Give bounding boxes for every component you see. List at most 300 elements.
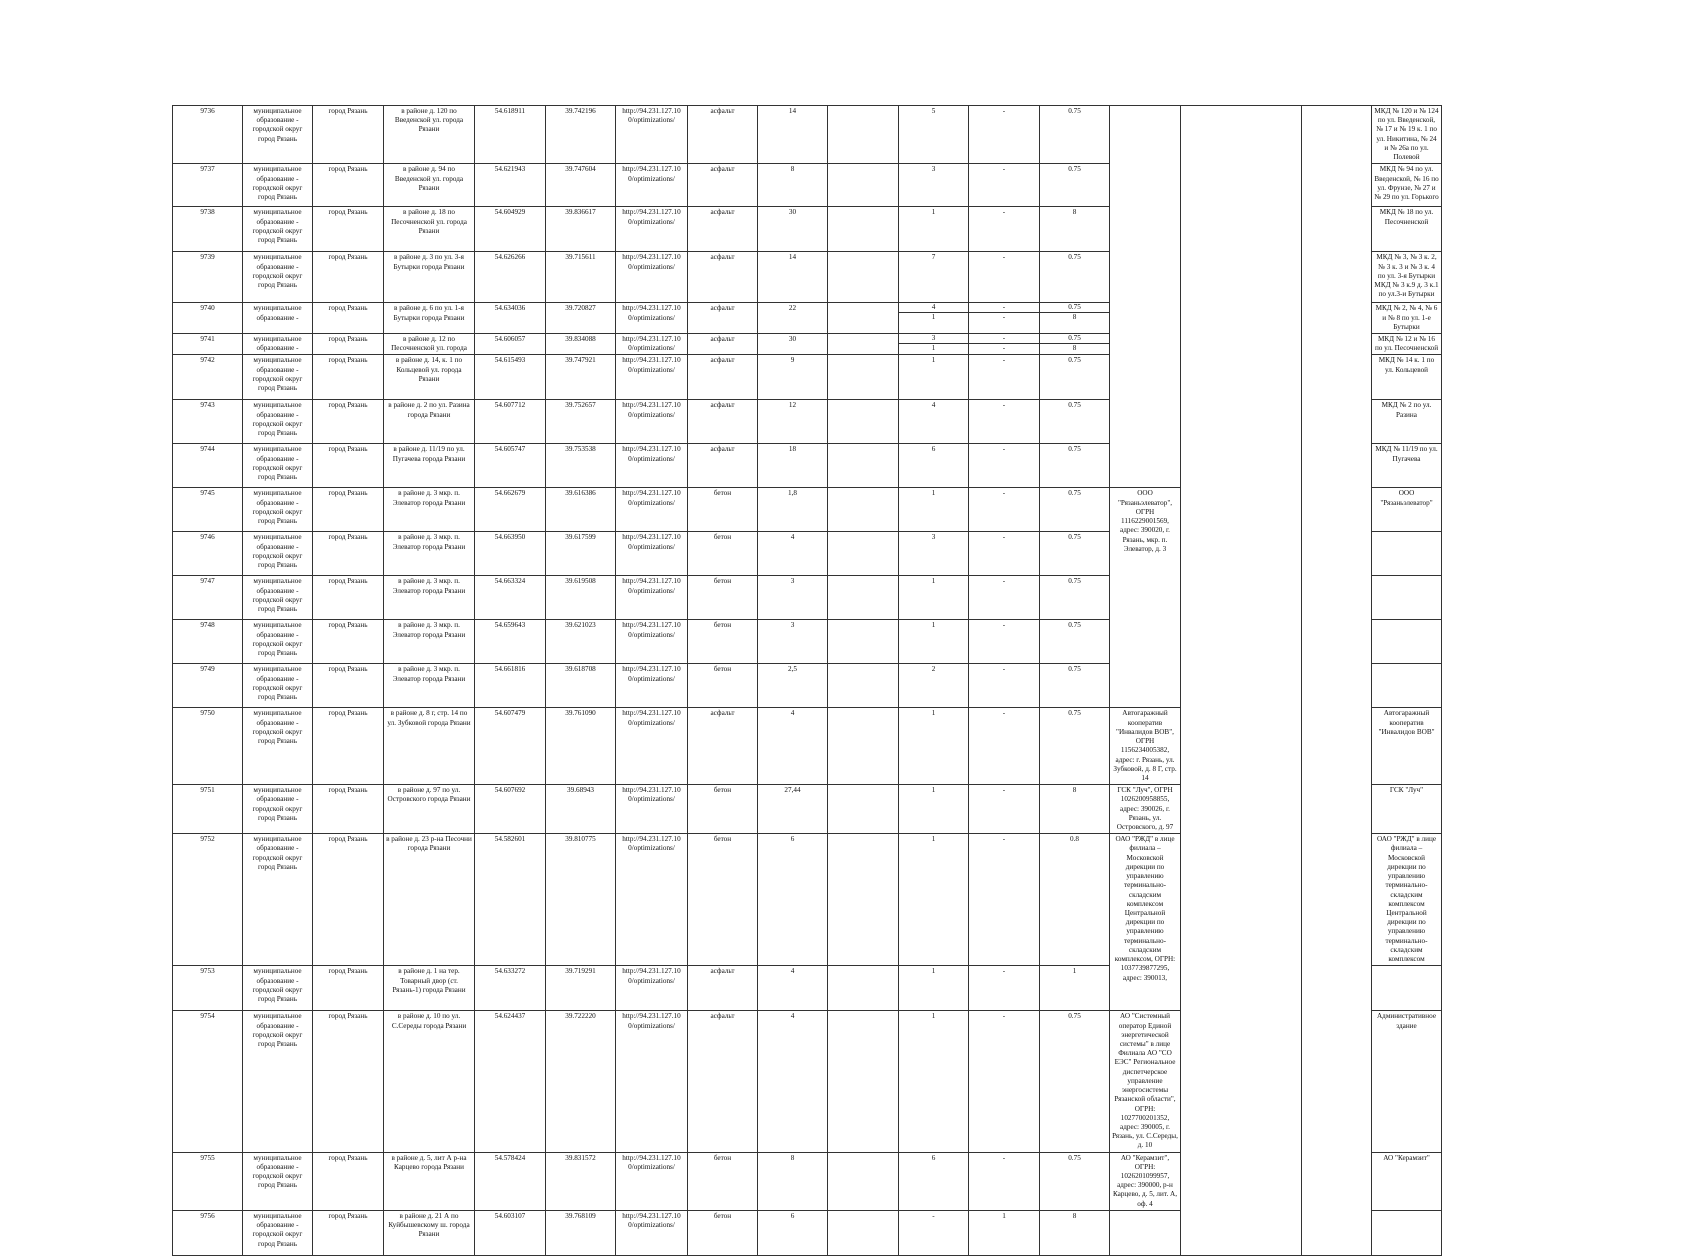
cell-surface: асфальт (688, 164, 758, 207)
cell-num: 9752 (173, 834, 243, 966)
cell-c14: - (969, 400, 1040, 444)
cell-city: город Рязань (313, 1210, 384, 1255)
cell-address: в районе д. 8 г, стр. 14 по ул. Зубковой города Рязани (384, 708, 475, 785)
cell-c14: - (969, 444, 1040, 488)
cell-city: город Рязань (313, 106, 384, 164)
cell-lat: 54.626266 (475, 252, 546, 303)
cell-address: в районе д. 18 по Песочненской ул. города Рязани (384, 207, 475, 252)
cell-source: Автогаражный кооператив "Инвалидов ВОВ" (1372, 708, 1442, 785)
cell-c13: 3 (899, 164, 969, 207)
cell-c15 (1040, 333, 1110, 354)
cell-lat: 54.578424 (475, 1152, 546, 1210)
cell-num: 9746 (173, 532, 243, 576)
cell-area: 6 (758, 834, 828, 966)
cell-c12 (828, 576, 899, 620)
cell-org: муниципальное образование - городской округ город Рязань (243, 1210, 313, 1255)
cell-address: в районе д. 12 по Песочненской ул. города (384, 333, 475, 354)
cell-lat: 54.662679 (475, 488, 546, 532)
registry-rows (173, 106, 1540, 1256)
cell-url: http://94.231.127.10 0/optimizations/ (616, 966, 688, 1011)
cell-url: http://94.231.127.10 0/optimizations/ (616, 834, 688, 966)
cell-lat: 54.621943 (475, 164, 546, 207)
cell-city: город Рязань (313, 164, 384, 207)
cell-source: ООО "Рязаньэлеватор" (1372, 488, 1442, 532)
cell-source (1372, 664, 1442, 708)
cell-org: муниципальное образование - городской округ город Рязань (243, 444, 313, 488)
cell-c15: 0.75 (1040, 708, 1110, 785)
cell-city: город Рязань (313, 664, 384, 708)
cell-c12 (828, 966, 899, 1011)
cell-lon: 39.742196 (546, 106, 616, 164)
cell-address: в районе д. 120 по Введенской ул. города Рязани (384, 106, 475, 164)
cell-url: http://94.231.127.10 0/optimizations/ (616, 303, 688, 334)
cell-city: город Рязань (313, 400, 384, 444)
cell-address: в районе д. 10 по ул. С.Середы города Рязани (384, 1011, 475, 1152)
cell-url: http://94.231.127.10 0/optimizations/ (616, 333, 688, 354)
cell-url: http://94.231.127.10 0/optimizations/ (616, 664, 688, 708)
cell-area: 6 (758, 1210, 828, 1255)
cell-c13: 1 (899, 966, 969, 1011)
cell-area: 4 (758, 1011, 828, 1152)
cell-c12 (828, 164, 899, 207)
cell-c15-line-2: 8 (1072, 313, 1077, 322)
cell-num: 9742 (173, 355, 243, 400)
cell-c15: 0.75 (1040, 664, 1110, 708)
cell-num: 9741 (173, 333, 243, 354)
cell-c15: 0.75 (1040, 106, 1110, 164)
cell-org: муниципальное образование - городской округ город Рязань (243, 785, 313, 834)
cell-c18 (1302, 106, 1372, 1256)
cell-area: 1,8 (758, 488, 828, 532)
cell-city: город Рязань (313, 708, 384, 785)
cell-num: 9736 (173, 106, 243, 164)
cell-c14: - (969, 966, 1040, 1011)
cell-lon: 39.619508 (546, 576, 616, 620)
cell-num: 9740 (173, 303, 243, 334)
cell-c15-line-1: 0.75 (1040, 303, 1109, 313)
cell-surface: асфальт (688, 252, 758, 303)
cell-c14: - (969, 576, 1040, 620)
cell-area: 4 (758, 966, 828, 1011)
cell-surface: асфальт (688, 355, 758, 400)
cell-owner: ООО "Рязаньэлеватор", ОГРН 1116229001569, адрес: 390020, г. Рязань, мкр. п. Элеватор, д. 3 (1110, 488, 1181, 708)
cell-url: http://94.231.127.10 0/optimizations/ (616, 106, 688, 164)
cell-area: 27,44 (758, 785, 828, 834)
cell-c14 (969, 303, 1040, 334)
cell-area: 9 (758, 355, 828, 400)
cell-c14: - (969, 708, 1040, 785)
cell-c13: 1 (899, 708, 969, 785)
cell-c12 (828, 1210, 899, 1255)
cell-c12 (828, 532, 899, 576)
cell-num: 9743 (173, 400, 243, 444)
cell-num: 9744 (173, 444, 243, 488)
cell-c13: 6 (899, 1152, 969, 1210)
cell-org: муниципальное образование - городской округ город Рязань (243, 1152, 313, 1210)
cell-lon: 39.618708 (546, 664, 616, 708)
cell-surface: асфальт (688, 106, 758, 164)
cell-url: http://94.231.127.10 0/optimizations/ (616, 708, 688, 785)
cell-city: город Рязань (313, 1011, 384, 1152)
cell-c15: 0.75 (1040, 164, 1110, 207)
cell-area: 8 (758, 1152, 828, 1210)
cell-lon: 39.621023 (546, 620, 616, 664)
cell-city: город Рязань (313, 620, 384, 664)
cell-lat: 54.624437 (475, 1011, 546, 1152)
cell-source: МКД № 94 по ул. Введенской, № 16 по ул. Фрунзе, № 27 и № 29 по ул. Горького (1372, 164, 1442, 207)
cell-lon: 39.68943 (546, 785, 616, 834)
cell-org: муниципальное образование - городской округ город Рязань (243, 834, 313, 966)
cell-address: в районе д. 3 мкр. п. Элеватор города Рязани (384, 576, 475, 620)
cell-c14: - (969, 488, 1040, 532)
cell-c12 (828, 620, 899, 664)
cell-lat: 54.582601 (475, 834, 546, 966)
cell-c14: - (969, 1152, 1040, 1210)
cell-c15: 1 (1040, 966, 1110, 1011)
cell-lat: 54.606057 (475, 333, 546, 354)
cell-c15: 0.75 (1040, 355, 1110, 400)
cell-c13: 7 (899, 252, 969, 303)
cell-surface: бетон (688, 834, 758, 966)
cell-c13: 1 (899, 488, 969, 532)
cell-lat: 54.607692 (475, 785, 546, 834)
cell-c13: 6 (899, 444, 969, 488)
cell-org: муниципальное образование - городской округ город Рязань (243, 488, 313, 532)
cell-org: муниципальное образование - (243, 303, 313, 334)
cell-surface: асфальт (688, 708, 758, 785)
cell-c15 (1040, 303, 1110, 334)
cell-c12 (828, 708, 899, 785)
cell-c12 (828, 400, 899, 444)
cell-source: Административное здание (1372, 1011, 1442, 1152)
cell-url: http://94.231.127.10 0/optimizations/ (616, 488, 688, 532)
cell-surface: асфальт (688, 207, 758, 252)
cell-surface: асфальт (688, 1011, 758, 1152)
cell-source (1372, 966, 1442, 1011)
cell-org: муниципальное образование - городской округ город Рязань (243, 164, 313, 207)
cell-c13-line-2: 1 (931, 313, 936, 322)
cell-lon: 39.616386 (546, 488, 616, 532)
cell-city: город Рязань (313, 966, 384, 1011)
cell-c13: 4 (899, 400, 969, 444)
cell-source: АО "Керамзит" (1372, 1152, 1442, 1210)
cell-c14: 1 (969, 1210, 1040, 1255)
cell-c14: - (969, 164, 1040, 207)
cell-c13: 1 (899, 207, 969, 252)
cell-address: в районе д. 94 по Введенской ул. города Рязани (384, 164, 475, 207)
cell-c14-line-2: - (1002, 313, 1006, 322)
cell-surface: бетон (688, 1152, 758, 1210)
cell-c14: - (969, 834, 1040, 966)
cell-city: город Рязань (313, 488, 384, 532)
cell-source: МКД № 2 по ул. Разина (1372, 400, 1442, 444)
cell-org: муниципальное образование - городской округ город Рязань (243, 620, 313, 664)
cell-surface: асфальт (688, 966, 758, 1011)
cell-url: http://94.231.127.10 0/optimizations/ (616, 252, 688, 303)
cell-num: 9748 (173, 620, 243, 664)
cell-c14: - (969, 620, 1040, 664)
cell-url: http://94.231.127.10 0/optimizations/ (616, 576, 688, 620)
cell-source: МКД № 12 и № 16 по ул. Песочненской (1372, 333, 1442, 354)
cell-lat: 54.661816 (475, 664, 546, 708)
cell-num: 9753 (173, 966, 243, 1011)
cell-c12 (828, 333, 899, 354)
cell-num: 9754 (173, 1011, 243, 1152)
cell-c12 (828, 444, 899, 488)
cell-c13: 5 (899, 106, 969, 164)
cell-url: http://94.231.127.10 0/optimizations/ (616, 355, 688, 400)
cell-lon: 39.761090 (546, 708, 616, 785)
cell-c13: - (899, 1210, 969, 1255)
cell-url: http://94.231.127.10 0/optimizations/ (616, 532, 688, 576)
cell-address: в районе д. 97 по ул. Островского города Рязани (384, 785, 475, 834)
cell-c15: 8 (1040, 785, 1110, 834)
cell-url: http://94.231.127.10 0/optimizations/ (616, 444, 688, 488)
cell-lon: 39.753538 (546, 444, 616, 488)
cell-area: 18 (758, 444, 828, 488)
cell-lat: 54.618911 (475, 106, 546, 164)
cell-surface: бетон (688, 488, 758, 532)
cell-city: город Рязань (313, 1152, 384, 1210)
cell-lat: 54.663950 (475, 532, 546, 576)
cell-c15: 0.75 (1040, 620, 1110, 664)
cell-area: 14 (758, 252, 828, 303)
cell-lon: 39.752657 (546, 400, 616, 444)
cell-c13: 1 (899, 620, 969, 664)
cell-surface: асфальт (688, 303, 758, 334)
cell-surface: асфальт (688, 400, 758, 444)
cell-c14: - (969, 355, 1040, 400)
cell-lat: 54.607479 (475, 708, 546, 785)
cell-source: МКД № 14 к. 1 по ул. Кольцевой (1372, 355, 1442, 400)
cell-surface: бетон (688, 532, 758, 576)
cell-num: 9755 (173, 1152, 243, 1210)
cell-lon: 39.810775 (546, 834, 616, 966)
cell-owner: АО "Системный оператор Единой энергетической системы" в лице Филиала АО "СО ЕЭС" Региональное диспетчерское управление энергосистемы Рязанской области", ОГРН: 1027700201352, адрес: 390005, г. Рязань, ул. С.Середы, д. 10 (1110, 1011, 1181, 1152)
cell-org: муниципальное образование - городской округ город Рязань (243, 708, 313, 785)
cell-c13: 3 (899, 532, 969, 576)
cell-city: город Рязань (313, 785, 384, 834)
cell-c15: 0.75 (1040, 252, 1110, 303)
cell-c13: 1 (899, 355, 969, 400)
cell-url: http://94.231.127.10 0/optimizations/ (616, 1011, 688, 1152)
cell-org: муниципальное образование - городской округ город Рязань (243, 400, 313, 444)
cell-c12 (828, 488, 899, 532)
cell-source (1372, 620, 1442, 664)
cell-c14: - (969, 785, 1040, 834)
cell-lat: 54.604929 (475, 207, 546, 252)
cell-city: город Рязань (313, 355, 384, 400)
cell-c15: 8 (1040, 207, 1110, 252)
cell-surface: асфальт (688, 333, 758, 354)
cell-c15: 0.75 (1040, 576, 1110, 620)
cell-org: муниципальное образование - городской округ город Рязань (243, 106, 313, 164)
cell-lat: 54.605747 (475, 444, 546, 488)
cell-area: 4 (758, 532, 828, 576)
cell-url: http://94.231.127.10 0/optimizations/ (616, 207, 688, 252)
cell-num: 9737 (173, 164, 243, 207)
cell-c13-line-1: 3 (899, 334, 968, 344)
cell-c13-line-2: 1 (931, 343, 936, 352)
cell-surface: бетон (688, 576, 758, 620)
cell-c15: 0.75 (1040, 532, 1110, 576)
cell-lat: 54.633272 (475, 966, 546, 1011)
cell-source (1372, 1210, 1442, 1255)
cell-c12 (828, 303, 899, 334)
cell-c14: - (969, 1011, 1040, 1152)
cell-owner: Автогаражный кооператив "Инвалидов ВОВ", ОГРН 1156234005382, адрес: г. Рязань, ул. Зубковой, д. 8 Г, стр. 14 (1110, 708, 1181, 785)
cell-c17 (1181, 106, 1302, 1256)
cell-c14: - (969, 106, 1040, 164)
cell-address: в районе д. 3 мкр. п. Элеватор города Рязани (384, 488, 475, 532)
cell-lon: 39.722220 (546, 1011, 616, 1152)
cell-lon: 39.715611 (546, 252, 616, 303)
cell-city: город Рязань (313, 333, 384, 354)
cell-c12 (828, 207, 899, 252)
cell-c15: 8 (1040, 1210, 1110, 1255)
cell-area: 30 (758, 207, 828, 252)
registry-table (172, 105, 1540, 1256)
cell-city: город Рязань (313, 207, 384, 252)
cell-city: город Рязань (313, 576, 384, 620)
cell-surface: бетон (688, 664, 758, 708)
cell-lon: 39.617599 (546, 532, 616, 576)
cell-address: в районе д. 11/19 по ул. Пугачева города Рязани (384, 444, 475, 488)
cell-num: 9751 (173, 785, 243, 834)
cell-source: МКД № 120 и № 124 по ул. Введенской, № 17 и № 19 к. 1 по ул. Никитина, № 24 и № 26а по ул. Полевой (1372, 106, 1442, 164)
cell-city: город Рязань (313, 252, 384, 303)
cell-lon: 39.747604 (546, 164, 616, 207)
cell-c13 (899, 303, 969, 334)
cell-area: 14 (758, 106, 828, 164)
cell-org: муниципальное образование - городской округ город Рязань (243, 252, 313, 303)
cell-c15-line-2: 8 (1072, 343, 1077, 352)
cell-surface: бетон (688, 620, 758, 664)
cell-org: муниципальное образование - городской округ город Рязань (243, 664, 313, 708)
cell-surface: асфальт (688, 444, 758, 488)
cell-surface: бетон (688, 785, 758, 834)
cell-url: http://94.231.127.10 0/optimizations/ (616, 785, 688, 834)
cell-c14: - (969, 252, 1040, 303)
cell-lon: 39.836617 (546, 207, 616, 252)
cell-address: в районе д. 23 р-на Песочни города Рязани (384, 834, 475, 966)
cell-address: в районе д. 1 на тер. Товарный двор (ст. Рязань-1) города Рязани (384, 966, 475, 1011)
cell-source: МКД № 11/19 по ул. Пугачева (1372, 444, 1442, 488)
cell-area: 12 (758, 400, 828, 444)
cell-address: в районе д. 6 по ул. 1-я Бутырки города Рязани (384, 303, 475, 334)
cell-c14-line-2: - (1002, 343, 1006, 352)
cell-address: в районе д. 3 по ул. 3-я Бутырки города Рязани (384, 252, 475, 303)
cell-num: 9750 (173, 708, 243, 785)
cell-c12 (828, 252, 899, 303)
cell-num: 9747 (173, 576, 243, 620)
cell-c12 (828, 785, 899, 834)
cell-c14-line-1: - (969, 334, 1039, 344)
cell-num: 9749 (173, 664, 243, 708)
cell-num: 9756 (173, 1210, 243, 1255)
cell-c12 (828, 1152, 899, 1210)
cell-lat: 54.607712 (475, 400, 546, 444)
cell-owner: ГСК "Луч", ОГРН 1026200958855, адрес: 390026, г. Рязань, ул. Островского, д. 97 (1110, 785, 1181, 834)
cell-lon: 39.768109 (546, 1210, 616, 1255)
cell-address: в районе д. 21 А по Куйбышевскому ш. города Рязани (384, 1210, 475, 1255)
cell-num: 9745 (173, 488, 243, 532)
cell-c13: 1 (899, 785, 969, 834)
cell-lat: 54.603107 (475, 1210, 546, 1255)
cell-c15: 0.75 (1040, 444, 1110, 488)
cell-num: 9738 (173, 207, 243, 252)
cell-c12 (828, 106, 899, 164)
cell-address: в районе д. 3 мкр. п. Элеватор города Рязани (384, 532, 475, 576)
cell-c14 (969, 333, 1040, 354)
cell-c12 (828, 834, 899, 966)
cell-c15: 0.75 (1040, 1152, 1110, 1210)
cell-lat: 54.659643 (475, 620, 546, 664)
cell-org: муниципальное образование - городской округ город Рязань (243, 207, 313, 252)
cell-url: http://94.231.127.10 0/optimizations/ (616, 1152, 688, 1210)
cell-source: ГСК "Луч" (1372, 785, 1442, 834)
cell-c15: 0.75 (1040, 1011, 1110, 1152)
cell-c13 (899, 333, 969, 354)
cell-lat: 54.634036 (475, 303, 546, 334)
cell-address: в районе д. 2 по ул. Разина города Рязани (384, 400, 475, 444)
cell-c14: - (969, 532, 1040, 576)
cell-city: город Рязань (313, 532, 384, 576)
cell-c13-line-1: 4 (899, 303, 968, 313)
cell-surface: бетон (688, 1210, 758, 1255)
cell-source: ОАО "РЖД" в лице филиала – Московской дирекции по управлению терминально-складским комплексом Центральной дирекции по управлению терминально-складским комплексом (1372, 834, 1442, 966)
cell-area: 8 (758, 164, 828, 207)
cell-c14: - (969, 207, 1040, 252)
cell-source: МКД № 2, № 4, № 6 и № 8 по ул. 1-е Бутырки (1372, 303, 1442, 334)
cell-owner: АО "Керамзит", ОГРН: 1026201099957, адрес: 390000, р-н Карцево, д. 5, лит. А, оф. 4 (1110, 1152, 1181, 1210)
cell-url: http://94.231.127.10 0/optimizations/ (616, 164, 688, 207)
cell-source (1372, 532, 1442, 576)
cell-c14-line-1: - (969, 303, 1039, 313)
table-row (173, 106, 1540, 164)
cell-city: город Рязань (313, 444, 384, 488)
cell-lon: 39.831572 (546, 1152, 616, 1210)
cell-lon: 39.834088 (546, 333, 616, 354)
cell-c15: 0.8 (1040, 834, 1110, 966)
cell-lon: 39.719291 (546, 966, 616, 1011)
cell-address: в районе д. 3 мкр. п. Элеватор города Рязани (384, 664, 475, 708)
cell-lat: 54.663324 (475, 576, 546, 620)
cell-source (1372, 576, 1442, 620)
cell-c12 (828, 355, 899, 400)
cell-c13: 1 (899, 576, 969, 620)
cell-org: муниципальное образование - городской округ город Рязань (243, 532, 313, 576)
cell-area: 22 (758, 303, 828, 334)
cell-org: муниципальное образование - городской округ город Рязань (243, 1011, 313, 1152)
cell-org: муниципальное образование - (243, 333, 313, 354)
cell-c15: 0.75 (1040, 400, 1110, 444)
cell-org: муниципальное образование - городской округ город Рязань (243, 355, 313, 400)
cell-lon: 39.747921 (546, 355, 616, 400)
cell-address: в районе д. 3 мкр. п. Элеватор города Рязани (384, 620, 475, 664)
cell-city: город Рязань (313, 834, 384, 966)
cell-area: 4 (758, 708, 828, 785)
cell-address: в районе д. 14, к. 1 по Кольцевой ул. города Рязани (384, 355, 475, 400)
cell-source: МКД № 3, № 3 к. 2, № 3 к. 3 и № 3 к. 4 по ул. 3-я Бутырки МКД № 3 к.9 д. 3 к.1 по ул.3-и Бутырки (1372, 252, 1442, 303)
cell-address: в районе д. 5, лит А р-на Карцево города Рязани (384, 1152, 475, 1210)
cell-area: 3 (758, 620, 828, 664)
cell-url: http://94.231.127.10 0/optimizations/ (616, 620, 688, 664)
cell-city: город Рязань (313, 303, 384, 334)
cell-c13: 2 (899, 664, 969, 708)
cell-owner: ОАО "РЖД" в лице филиала – Московской дирекции по управлению терминально-складским комплексом Центральной дирекции по управлению терминально-складским комплексом, ОГРН: 1037739877295, адрес: 390013, (1110, 834, 1181, 1011)
cell-area: 2,5 (758, 664, 828, 708)
